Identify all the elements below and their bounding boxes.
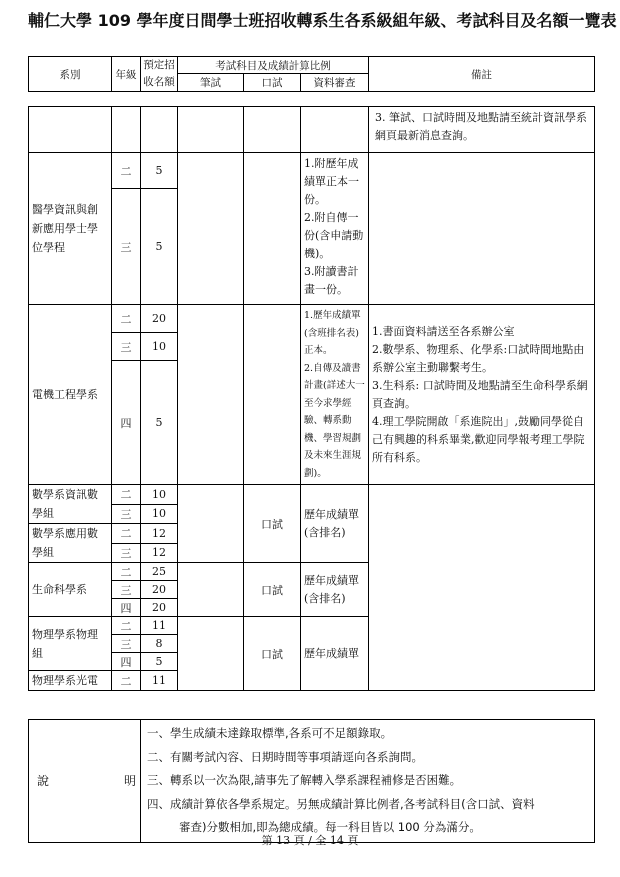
header-quota-line2: 收名額 <box>143 76 175 88</box>
dept-name: 電機工程學系 <box>29 305 112 485</box>
side-remarks <box>369 305 595 485</box>
table-row <box>29 107 595 153</box>
remark-line: 4.理工學院開啟「系進院出」,鼓勵同學從自己有興趣的科系畢業,歡迎同學報考理工學院所有科系。 <box>372 414 585 464</box>
quota-cell: 10 <box>141 504 178 524</box>
grade-cell: 三 <box>112 333 141 361</box>
quota-cell: 20 <box>141 581 178 599</box>
review-cell: 歷年成績單 <box>301 617 369 691</box>
header-dept: 系別 <box>29 57 112 92</box>
dept-name: 物理學系物理組 <box>29 617 112 671</box>
quota-cell: 5 <box>141 361 178 485</box>
dept-name: 數學系應用數學組 <box>29 524 112 563</box>
quota-cell: 5 <box>141 653 178 671</box>
quota-cell: 12 <box>141 543 178 563</box>
notes-label-left: 說 <box>37 774 50 789</box>
review-line: 3.附讀書計畫一份。 <box>304 265 359 296</box>
quota-cell: 12 <box>141 524 178 544</box>
grade-cell: 三 <box>112 189 141 305</box>
dept-name: 物理學系光電 <box>29 671 112 691</box>
quota-cell: 10 <box>141 333 178 361</box>
dept-name: 醫學資訊與創新應用學士學位學程 <box>29 153 112 305</box>
header-review: 資料審查 <box>301 74 369 92</box>
quota-cell: 11 <box>141 617 178 635</box>
notes-items <box>141 720 595 843</box>
header-quota <box>141 57 178 92</box>
oral-cell: 口試 <box>244 563 301 617</box>
quota-cell: 20 <box>141 599 178 617</box>
review-line: 2.附自傳一份(含申請動機)。 <box>304 211 364 260</box>
main-table <box>28 106 595 691</box>
quota-cell: 20 <box>141 305 178 333</box>
table-row <box>29 305 595 333</box>
grade-cell: 二 <box>112 524 141 544</box>
grade-cell: 三 <box>112 581 141 599</box>
grade-cell: 三 <box>112 543 141 563</box>
header-oral: 口試 <box>244 74 301 92</box>
review-line: 2.自傳及讀書計畫(詳述大一至今求學經驗、轉系動機、學習規劃及未來生涯規劃)。 <box>304 362 365 479</box>
grade-cell: 三 <box>112 504 141 524</box>
note-item: 三、轉系以一次為限,請事先了解轉入學系課程補修是否困難。 <box>147 773 462 787</box>
header-table <box>28 56 595 92</box>
header-remarks: 備註 <box>369 57 595 92</box>
review-line: 1.歷年成績單(含班排名表)正本。 <box>304 310 361 356</box>
grade-cell: 二 <box>112 305 141 333</box>
notes-label <box>29 720 141 843</box>
page-title: 輔仁大學 109 學年度日間學士班招收轉系生各系級組年級、考試科目及名額一覽表 <box>28 11 617 30</box>
grade-cell: 四 <box>112 653 141 671</box>
review-cell <box>301 305 369 485</box>
note-item: 二、有關考試內容、日期時間等事項請逕向各系詢問。 <box>147 749 423 764</box>
oral-cell: 口試 <box>244 617 301 691</box>
grade-cell: 四 <box>112 599 141 617</box>
grade-cell: 二 <box>112 153 141 189</box>
notes-table <box>28 719 595 843</box>
quota-cell: 10 <box>141 485 178 505</box>
quota-cell: 5 <box>141 189 178 305</box>
review-cell: 歷年成績單(含排名) <box>301 485 369 563</box>
table-row <box>29 153 595 189</box>
review-line: 1.附歷年成績單正本一份。 <box>304 157 359 206</box>
quota-cell: 25 <box>141 563 178 581</box>
table-row <box>29 485 595 505</box>
grade-cell: 二 <box>112 485 141 505</box>
remark-line: 2.數學系、物理系、化學系:口試時間地點由系辦公室主動聯繫考生。 <box>372 342 585 374</box>
remark-line: 3.生科系: 口試時間及地點請至生命科學系網頁查詢。 <box>372 378 588 410</box>
dept-name: 生命科學系 <box>29 563 112 617</box>
remark-cell: 3. 筆試、口試時間及地點請至統計資訊學系網頁最新消息查詢。 <box>369 107 595 153</box>
review-cell: 歷年成績單(含排名) <box>301 563 369 617</box>
quota-cell: 5 <box>141 153 178 189</box>
grade-cell: 二 <box>112 563 141 581</box>
header-grade: 年級 <box>112 57 141 92</box>
header-quota-line1: 預定招 <box>143 59 175 71</box>
oral-cell: 口試 <box>244 485 301 563</box>
notes-label-right: 明 <box>123 774 136 789</box>
review-cell <box>301 153 369 305</box>
grade-cell: 二 <box>112 671 141 691</box>
remark-line: 1.書面資料請送至各系辦公室 <box>372 324 515 338</box>
note-item: 審查)分數相加,即為總成績。每一科目皆以 100 分為滿分。 <box>179 820 481 834</box>
page-number: 第 13 頁 / 全 14 頁 <box>261 834 359 847</box>
dept-name: 數學系資訊數學組 <box>29 485 112 524</box>
note-item: 四、成績計算依各學系規定。另無成績計算比例者,各考試科目(含口試、資料 <box>147 796 535 811</box>
grade-cell: 二 <box>112 617 141 635</box>
header-written: 筆試 <box>178 74 244 92</box>
note-item: 一、學生成績未達錄取標準,各系可不足額錄取。 <box>147 726 393 740</box>
grade-cell: 三 <box>112 635 141 653</box>
header-exam-group: 考試科目及成績計算比例 <box>178 57 369 74</box>
grade-cell: 四 <box>112 361 141 485</box>
quota-cell: 8 <box>141 635 178 653</box>
quota-cell: 11 <box>141 671 178 691</box>
